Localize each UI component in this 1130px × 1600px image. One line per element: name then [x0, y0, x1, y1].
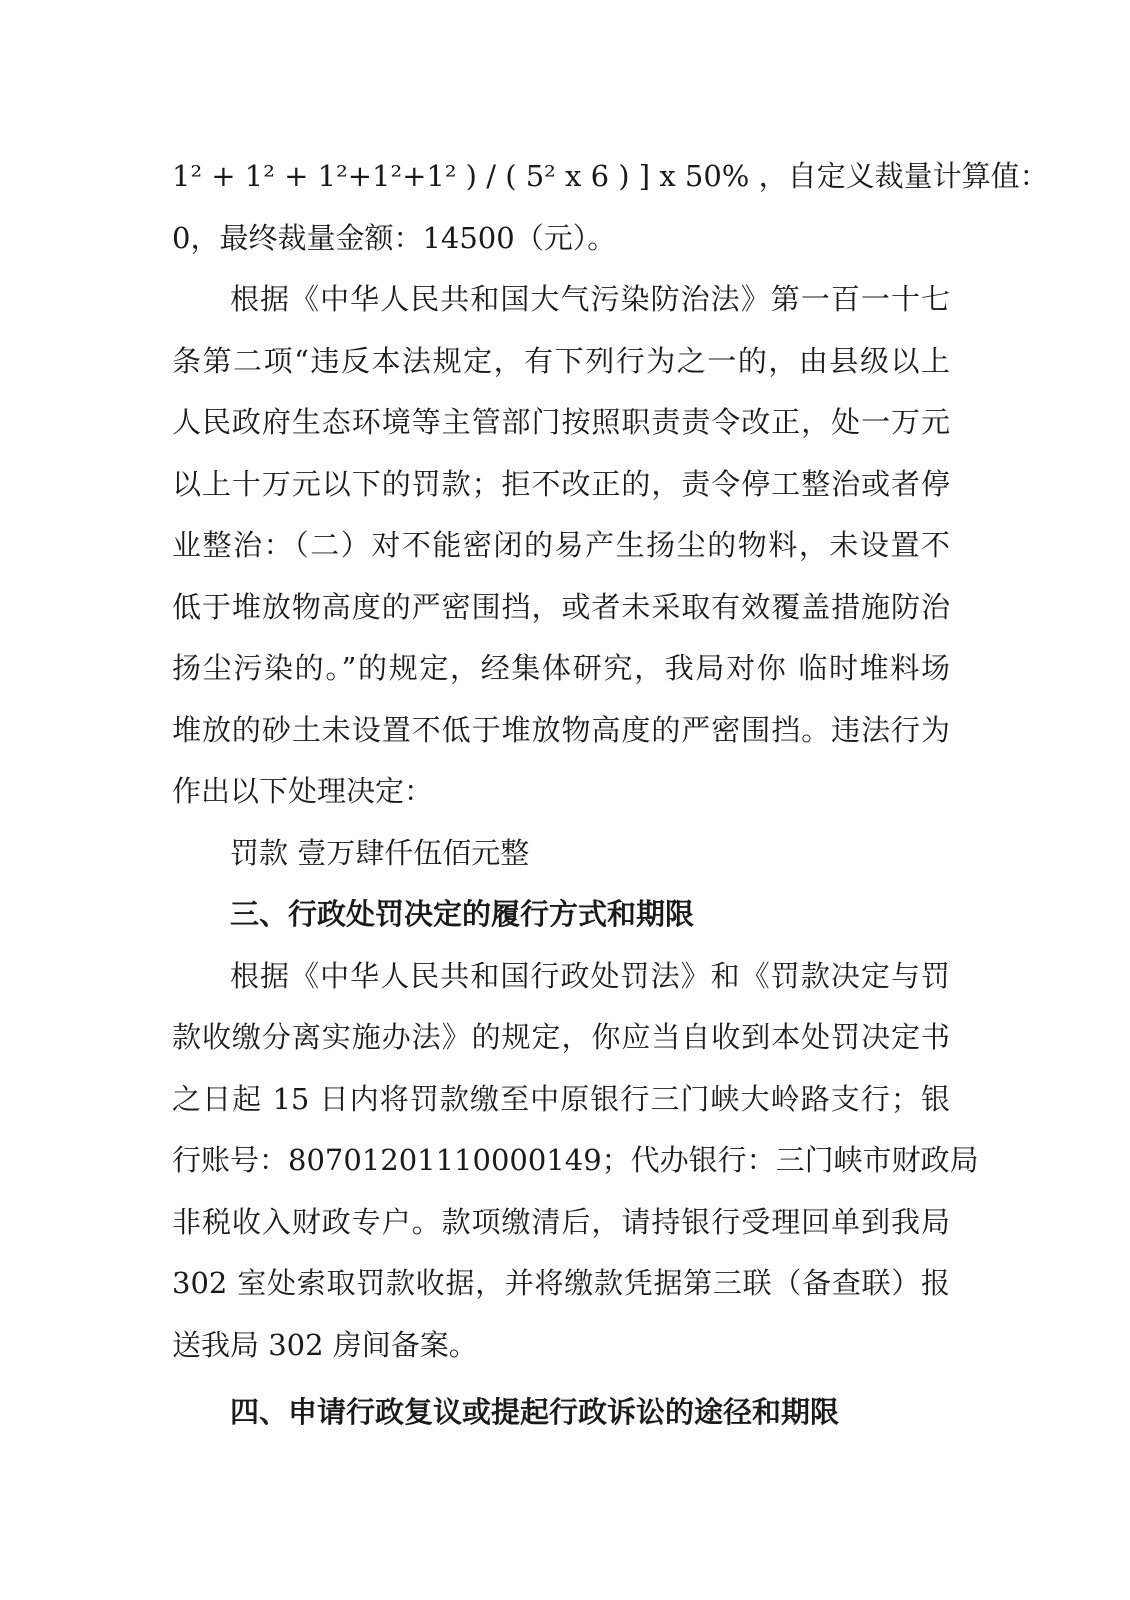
text-line: 1² + 1² + 1²+1²+1² ) / ( 5² x 6 ) ] x 50% ，自定义裁量计算值：: [172, 159, 1049, 193]
text-line: 非税收入财政专户。款项缴清后，请持银行受理回单到我局: [172, 1204, 950, 1239]
document-page: [172, 146, 1049, 1444]
penalty-amount: 罚款 壹万肆仟伍佰元整: [230, 835, 530, 870]
paragraph-penalty: [172, 823, 950, 885]
paragraph-legal-basis: [172, 269, 950, 823]
text-line: 根据《中华人民共和国大气污染防治法》第一百一十七: [230, 282, 950, 316]
text-line: 根据《中华人民共和国行政处罚法》和《罚款决定与罚: [230, 958, 950, 993]
text-line: 0，最终裁量金额：14500（元）。: [172, 220, 617, 255]
text-line: 302 室处索取罚款收据，并将缴款凭据第三联（备查联）报: [172, 1266, 950, 1300]
paragraph-calculation: [172, 146, 1049, 269]
text-line: 堆放的砂土未设置不低于堆放物高度的严密围挡。违法行为: [172, 712, 950, 747]
text-line: 人民政府生态环境等主管部门按照职责责令改正，处一万元: [172, 405, 950, 439]
text-line: 条第二项“违反本法规定，有下列行为之一的，由县级以上: [172, 343, 950, 378]
text-line: 作出以下处理决定：: [172, 774, 434, 808]
text-line: 业整治：（二）对不能密闭的易产生扬尘的物料，未设置不: [172, 528, 950, 562]
section-heading-3: 三、行政处罚决定的履行方式和期限: [230, 897, 695, 931]
text-line: 之日起 15 日内将罚款缴至中原银行三门峡大岭路支行；银: [172, 1081, 950, 1116]
section-heading-4: 四、申请行政复议或提起行政诉讼的途径和期限: [230, 1395, 840, 1429]
text-line: 低于堆放物高度的严密围挡，或者未采取有效覆盖措施防治: [172, 589, 950, 624]
text-line: 扬尘污染的。”的规定，经集体研究，我局对你 临时堆料场: [172, 651, 950, 685]
text-line: 送我局 302 房间备案。: [172, 1327, 478, 1362]
text-line: 行账号：80701201110000149；代办银行：三门峡市财政局: [172, 1143, 979, 1177]
text-line: 以上十万元以下的罚款；拒不改正的，责令停工整治或者停: [172, 466, 950, 501]
text-line: 款收缴分离实施办法》的规定，你应当自收到本处罚决定书: [172, 1020, 950, 1054]
paragraph-payment: [172, 946, 979, 1377]
